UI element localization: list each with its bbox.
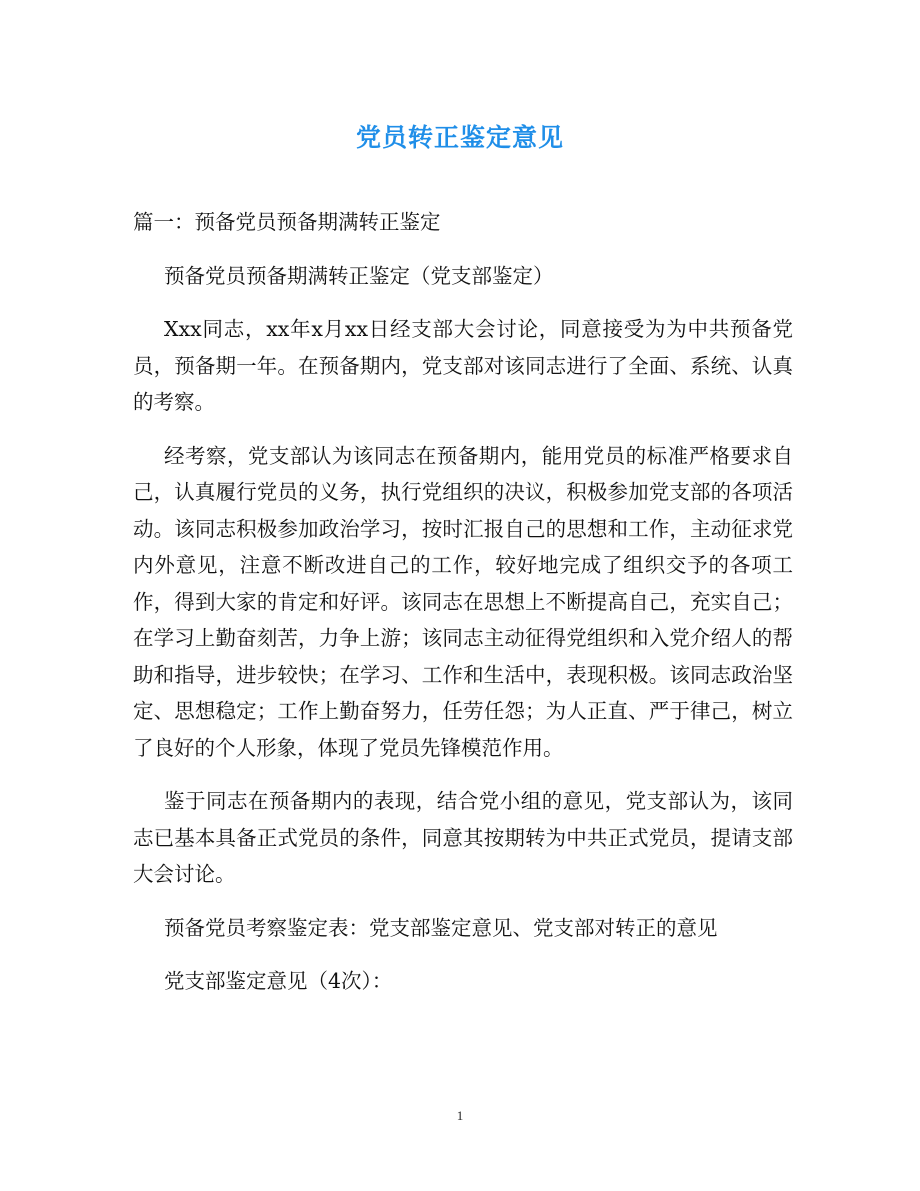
subsection-heading: 预备党员预备期满转正鉴定（党支部鉴定） xyxy=(164,263,554,288)
paragraph: 党支部鉴定意见（4次）： xyxy=(164,969,393,993)
paragraph: 预备党员考察鉴定表：党支部鉴定意见、党支部对转正的意见 xyxy=(164,915,718,940)
document-body xyxy=(133,204,793,1017)
section-heading: 篇一：预备党员预备期满转正鉴定 xyxy=(133,210,441,234)
page-number: 1 xyxy=(456,1108,464,1123)
paragraph: 经考察，党支部认为该同志在预备期内，能用党员的标准严格要求自己，认真履行党员的义务，执行党组织的决议，积极参加党支部的各项活动。该同志积极参加政治学习，按时汇报自己的思想和工作，主动征求党内外意见，注意不断改进自己的工作，较好地完成了组织交予的各项工作，得到大家的肯定和好评。该同志在思想上不断提高自己，充实自己；在学习上勤奋刻苦，力争上游；该同志主动征得党组织和入党介绍人的帮助和指导，进步较快；在学习、工作和生活中，表现积极。该同志政治坚定、思想稳定；工作上勤奋努力，任劳任怨；为人正直、严于律己，树立了良好的个人形象，体现了党员先锋模范作用。 xyxy=(133,443,793,760)
paragraph: Xxx同志，xx年x月xx日经支部大会讨论，同意接受为为中共预备党员，预备期一年。在预备期内，党支部对该同志进行了全面、系统、认真的考察。 xyxy=(133,317,793,414)
paragraph: 鉴于同志在预备期内的表现，结合党小组的意见，党支部认为，该同志已基本具备正式党员的条件，同意其按期转为中共正式党员，提请支部大会讨论。 xyxy=(133,789,793,886)
document-title: 党员转正鉴定意见 xyxy=(355,123,564,152)
